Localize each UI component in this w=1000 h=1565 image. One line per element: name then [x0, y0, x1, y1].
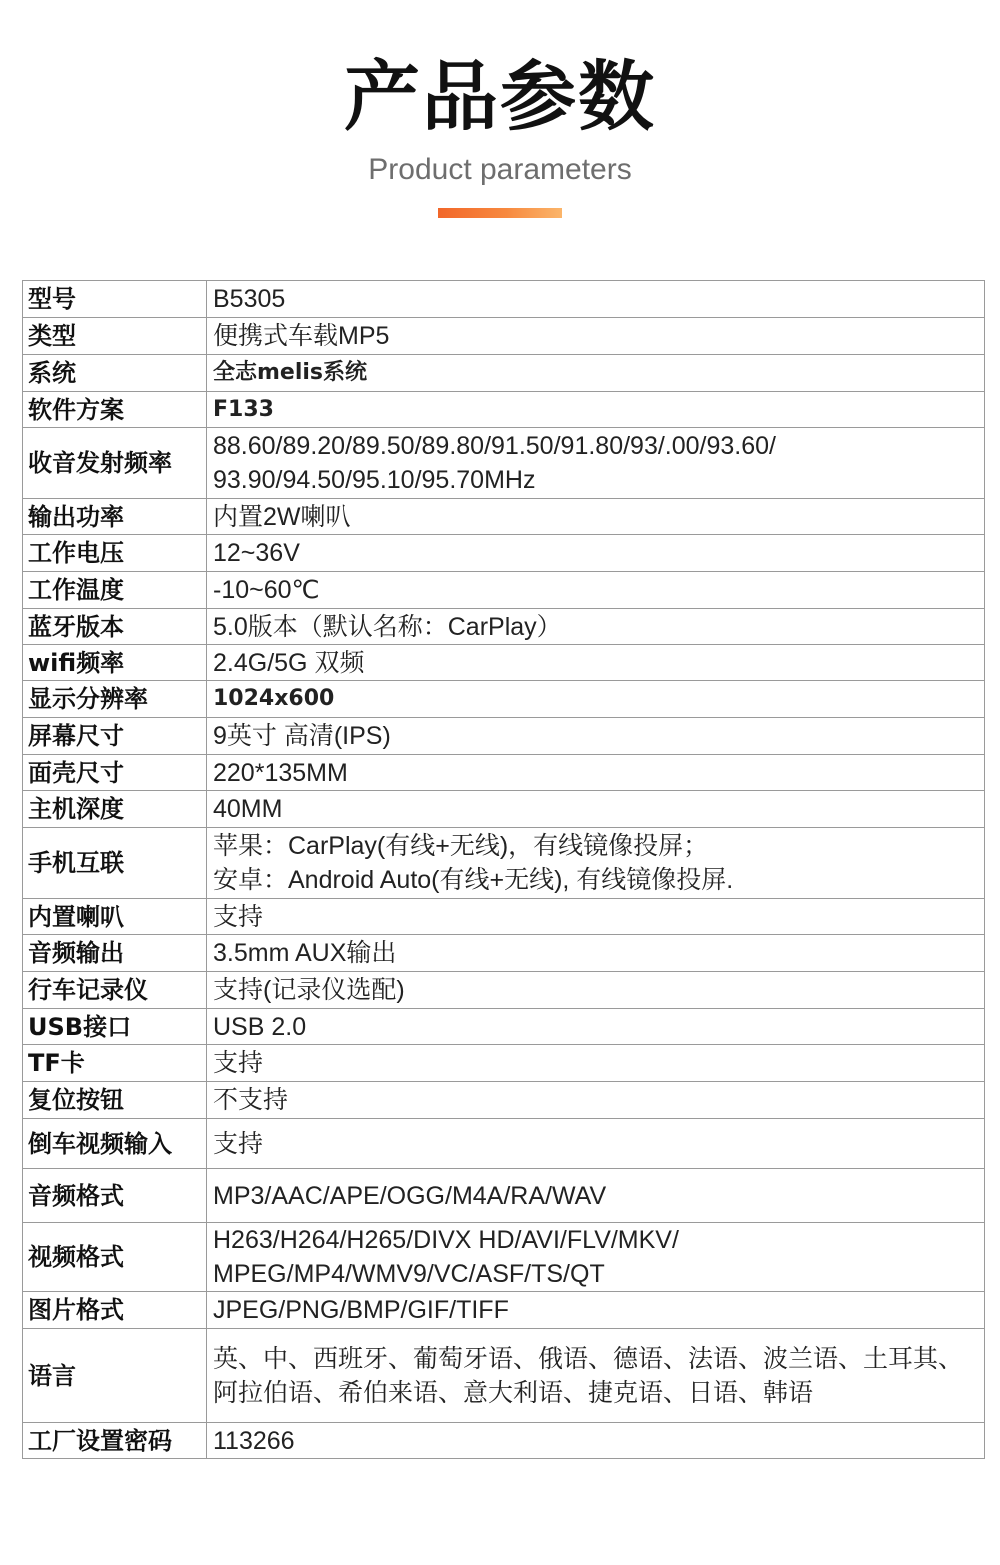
param-row [23, 1169, 985, 1223]
param-value-line: 不支持 [213, 1086, 289, 1114]
param-value [207, 1082, 985, 1119]
param-label: wifi频率 [23, 645, 207, 681]
param-value [207, 935, 985, 972]
param-value-line: 英、中、西班牙、葡萄牙语、俄语、德语、法语、波兰语、土耳其、 [213, 1344, 964, 1373]
param-value-line: 9英寸 高清(IPS) [213, 722, 391, 750]
param-value [207, 755, 985, 791]
param-row [23, 791, 985, 828]
param-value [207, 499, 985, 535]
param-value [207, 355, 985, 392]
param-value-line: 苹果：CarPlay(有线+无线)，有线镜像投屏； [213, 832, 709, 860]
param-value-line: JPEG/PNG/BMP/GIF/TIFF [213, 1296, 509, 1324]
param-value [207, 1292, 985, 1329]
param-label: 面壳尺寸 [23, 755, 207, 791]
param-row [23, 1329, 985, 1423]
param-value-line: 支持 [213, 902, 264, 931]
param-value-line: 全志melis系统 [213, 360, 368, 385]
param-value-line: 220*135MM [213, 758, 348, 787]
param-value [207, 1223, 985, 1292]
param-row [23, 935, 985, 972]
product-parameters-table [22, 280, 985, 1459]
param-value [207, 428, 985, 499]
param-label: 收音发射频率 [23, 428, 207, 499]
param-value [207, 318, 985, 355]
param-value [207, 791, 985, 828]
param-row [23, 1119, 985, 1169]
param-row [23, 681, 985, 718]
param-value [207, 1009, 985, 1045]
param-value [207, 718, 985, 755]
param-row [23, 572, 985, 609]
param-label: 图片格式 [23, 1292, 207, 1329]
param-value-line: H263/H264/H265/DIVX HD/AVI/FLV/MKV/ [213, 1226, 679, 1254]
param-value-line: 88.60/89.20/89.50/89.80/91.50/91.80/93/.00/93.60/ [213, 432, 777, 460]
param-value-line: 支持 [213, 1049, 264, 1077]
param-value-line: 3.5mm AUX输出 [213, 939, 397, 967]
param-row [23, 1082, 985, 1119]
param-label: 输出功率 [23, 499, 207, 535]
param-row [23, 535, 985, 572]
param-label: 语言 [23, 1329, 207, 1423]
param-row [23, 972, 985, 1009]
param-row [23, 281, 985, 318]
param-row [23, 899, 985, 935]
param-value-line: 便携式车载MP5 [213, 322, 390, 350]
param-label: 内置喇叭 [23, 899, 207, 935]
parameters-table-body [23, 281, 985, 1459]
param-value-line: 阿拉伯语、希伯来语、意大利语、捷克语、日语、韩语 [213, 1378, 814, 1407]
param-row [23, 1009, 985, 1045]
param-row [23, 392, 985, 428]
param-value-line: 5.0版本（默认名称：CarPlay） [213, 612, 562, 641]
param-row [23, 1423, 985, 1459]
param-value-line: 支持(记录仪选配) [213, 976, 405, 1004]
page-title: 产品参数 [344, 52, 656, 141]
param-label: 软件方案 [23, 392, 207, 428]
param-value [207, 1169, 985, 1223]
param-row [23, 828, 985, 899]
param-label: 主机深度 [23, 791, 207, 828]
param-label: 工作温度 [23, 572, 207, 609]
param-row [23, 755, 985, 791]
param-value [207, 1423, 985, 1459]
param-value [207, 281, 985, 318]
param-value [207, 1329, 985, 1423]
param-value [207, 572, 985, 609]
param-label: 音频输出 [23, 935, 207, 972]
param-value [207, 535, 985, 572]
title-accent-bar [438, 208, 562, 218]
param-value-line: 支持 [213, 1129, 264, 1158]
param-label: 工厂设置密码 [23, 1423, 207, 1459]
param-label: 视频格式 [23, 1223, 207, 1292]
param-value-line: 93.90/94.50/95.10/95.70MHz [213, 466, 536, 494]
page-subtitle: Product parameters [368, 153, 632, 186]
param-row [23, 318, 985, 355]
param-label: 行车记录仪 [23, 972, 207, 1009]
param-value [207, 681, 985, 718]
param-row [23, 1223, 985, 1292]
param-value-line: 内置2W喇叭 [213, 502, 351, 531]
param-row [23, 499, 985, 535]
param-value [207, 392, 985, 428]
param-value-line: MPEG/MP4/WMV9/VC/ASF/TS/QT [213, 1260, 605, 1288]
param-label: 音频格式 [23, 1169, 207, 1223]
param-label: 工作电压 [23, 535, 207, 572]
param-label: 屏幕尺寸 [23, 718, 207, 755]
param-label: 系统 [23, 355, 207, 392]
param-row [23, 1292, 985, 1329]
param-value-line: -10~60℃ [213, 576, 320, 604]
param-label: 类型 [23, 318, 207, 355]
param-value [207, 645, 985, 681]
param-value-line: 40MM [213, 795, 283, 823]
param-row [23, 1045, 985, 1082]
param-value-line: 1024x600 [213, 686, 335, 711]
param-label: 显示分辨率 [23, 681, 207, 718]
param-row [23, 645, 985, 681]
param-label: 复位按钮 [23, 1082, 207, 1119]
param-label: USB接口 [23, 1009, 207, 1045]
param-value [207, 899, 985, 935]
param-value [207, 828, 985, 899]
param-value-line: 113266 [213, 1426, 295, 1455]
param-label: 倒车视频输入 [23, 1119, 207, 1169]
param-value-line: 安卓：Android Auto(有线+无线), 有线镜像投屏. [213, 866, 734, 894]
param-value-line: 2.4G/5G 双频 [213, 648, 365, 677]
param-row [23, 355, 985, 392]
param-value [207, 1045, 985, 1082]
param-row [23, 609, 985, 645]
param-value-line: MP3/AAC/APE/OGG/M4A/RA/WAV [213, 1181, 607, 1210]
param-label: 型号 [23, 281, 207, 318]
param-label: 蓝牙版本 [23, 609, 207, 645]
param-value-line: F133 [213, 396, 274, 422]
param-value [207, 609, 985, 645]
param-value [207, 972, 985, 1009]
param-label: 手机互联 [23, 828, 207, 899]
param-row [23, 718, 985, 755]
param-value [207, 1119, 985, 1169]
param-value-line: B5305 [213, 285, 286, 313]
param-row [23, 428, 985, 499]
param-value-line: USB 2.0 [213, 1012, 307, 1041]
param-value-line: 12~36V [213, 539, 300, 567]
param-label: TF卡 [23, 1045, 207, 1082]
